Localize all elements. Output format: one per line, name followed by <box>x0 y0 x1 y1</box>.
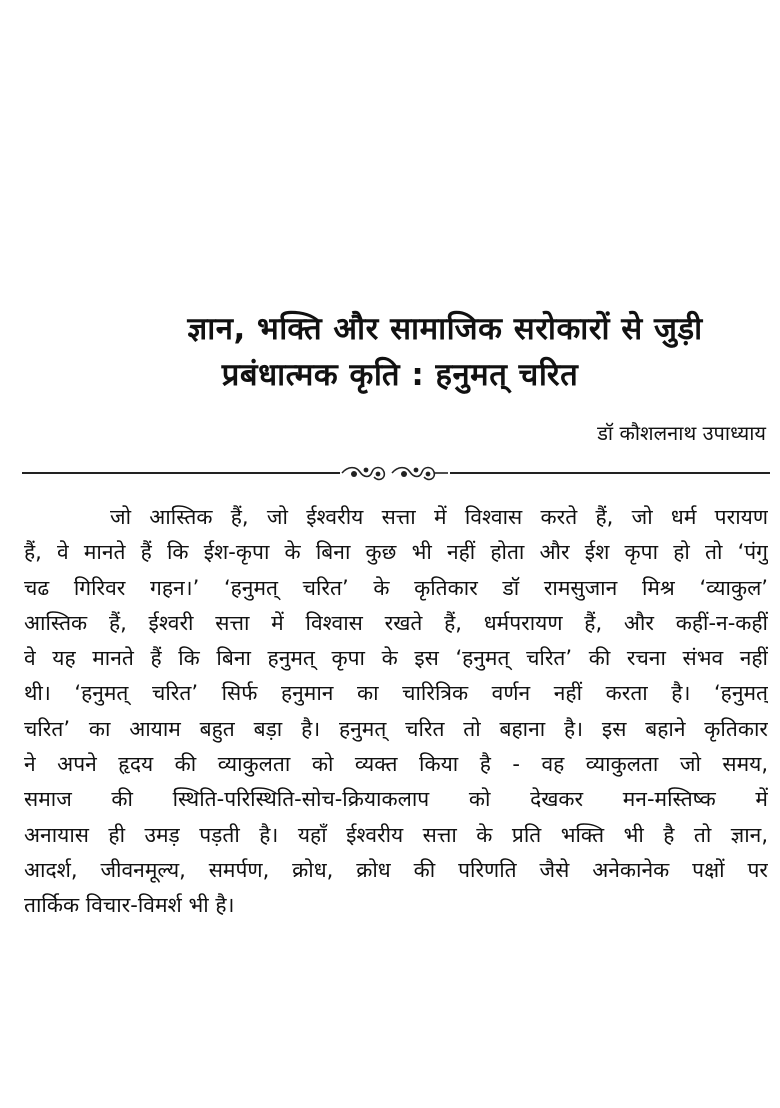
body-line: हैं, वे मानते हैं कि ईश-कृपा के बिना कुछ भी नहीं होता और ईश कृपा हो तो ‘पंगु <box>24 540 768 565</box>
body-line: चरित’ का आयाम बहुत बड़ा है। हनुमत् चरित तो बहाना है। इस बहाने कृतिकार <box>24 716 768 741</box>
body-line: तार्किक विचार-विमर्श भी है। <box>24 893 235 918</box>
body-paragraph <box>24 500 768 924</box>
body-line: ने अपने हृदय की व्याकुलता को व्यक्त किया है - वह व्याकुलता जो समय, <box>24 752 768 777</box>
title-line-2: प्रबंधात्मक कृति : हनुमत् चरित <box>221 357 579 393</box>
article-title <box>0 306 780 398</box>
body-line: आस्तिक हैं, ईश्वरी सत्ता में विश्वास रखते हैं, धर्मपरायण हैं, और कहीं-न-कहीं <box>24 610 768 635</box>
divider-rule-right <box>450 472 770 474</box>
body-line: समाज की स्थिति-परिस्थिति-सोच-क्रियाकलाप को देखकर मन-मस्तिष्क में <box>24 787 768 812</box>
section-divider <box>22 462 770 484</box>
body-line: आदर्श, जीवनमूल्य, समर्पण, क्रोध, क्रोध की परिणति जैसे अनेकानेक पक्षों पर <box>24 857 768 882</box>
title-line-1: ज्ञान, भक्ति और सामाजिक सरोकारों से जुड़ी <box>187 311 703 347</box>
body-line: थी। ‘हनुमत् चरित’ सिर्फ हनुमान का चारित्रिक वर्णन नहीं करता है। ‘हनुमत् <box>24 681 768 706</box>
body-line: जो आस्तिक हैं, जो ईश्वरीय सत्ता में विश्वास करते हैं, जो धर्म परायण <box>110 505 768 529</box>
floral-ornament-icon <box>340 462 450 484</box>
body-line: वे यह मानते हैं कि बिना हनुमत् कृपा के इस ‘हनुमत् चरित’ की रचना संभव नहीं <box>24 646 768 671</box>
author-byline: डॉ कौशलनाथ उपाध्याय <box>597 421 766 445</box>
divider-rule-left <box>22 472 340 474</box>
body-line: चढ गिरिवर गहन।’ ‘हनुमत् चरित’ के कृतिकार डॉ रामसुजान मिश्र ‘व्याकुल’ <box>24 575 768 600</box>
body-line: अनायास ही उमड़ पड़ती है। यहाँ ईश्वरीय सत्ता के प्रति भक्ति भी है तो ज्ञान, <box>24 822 768 847</box>
